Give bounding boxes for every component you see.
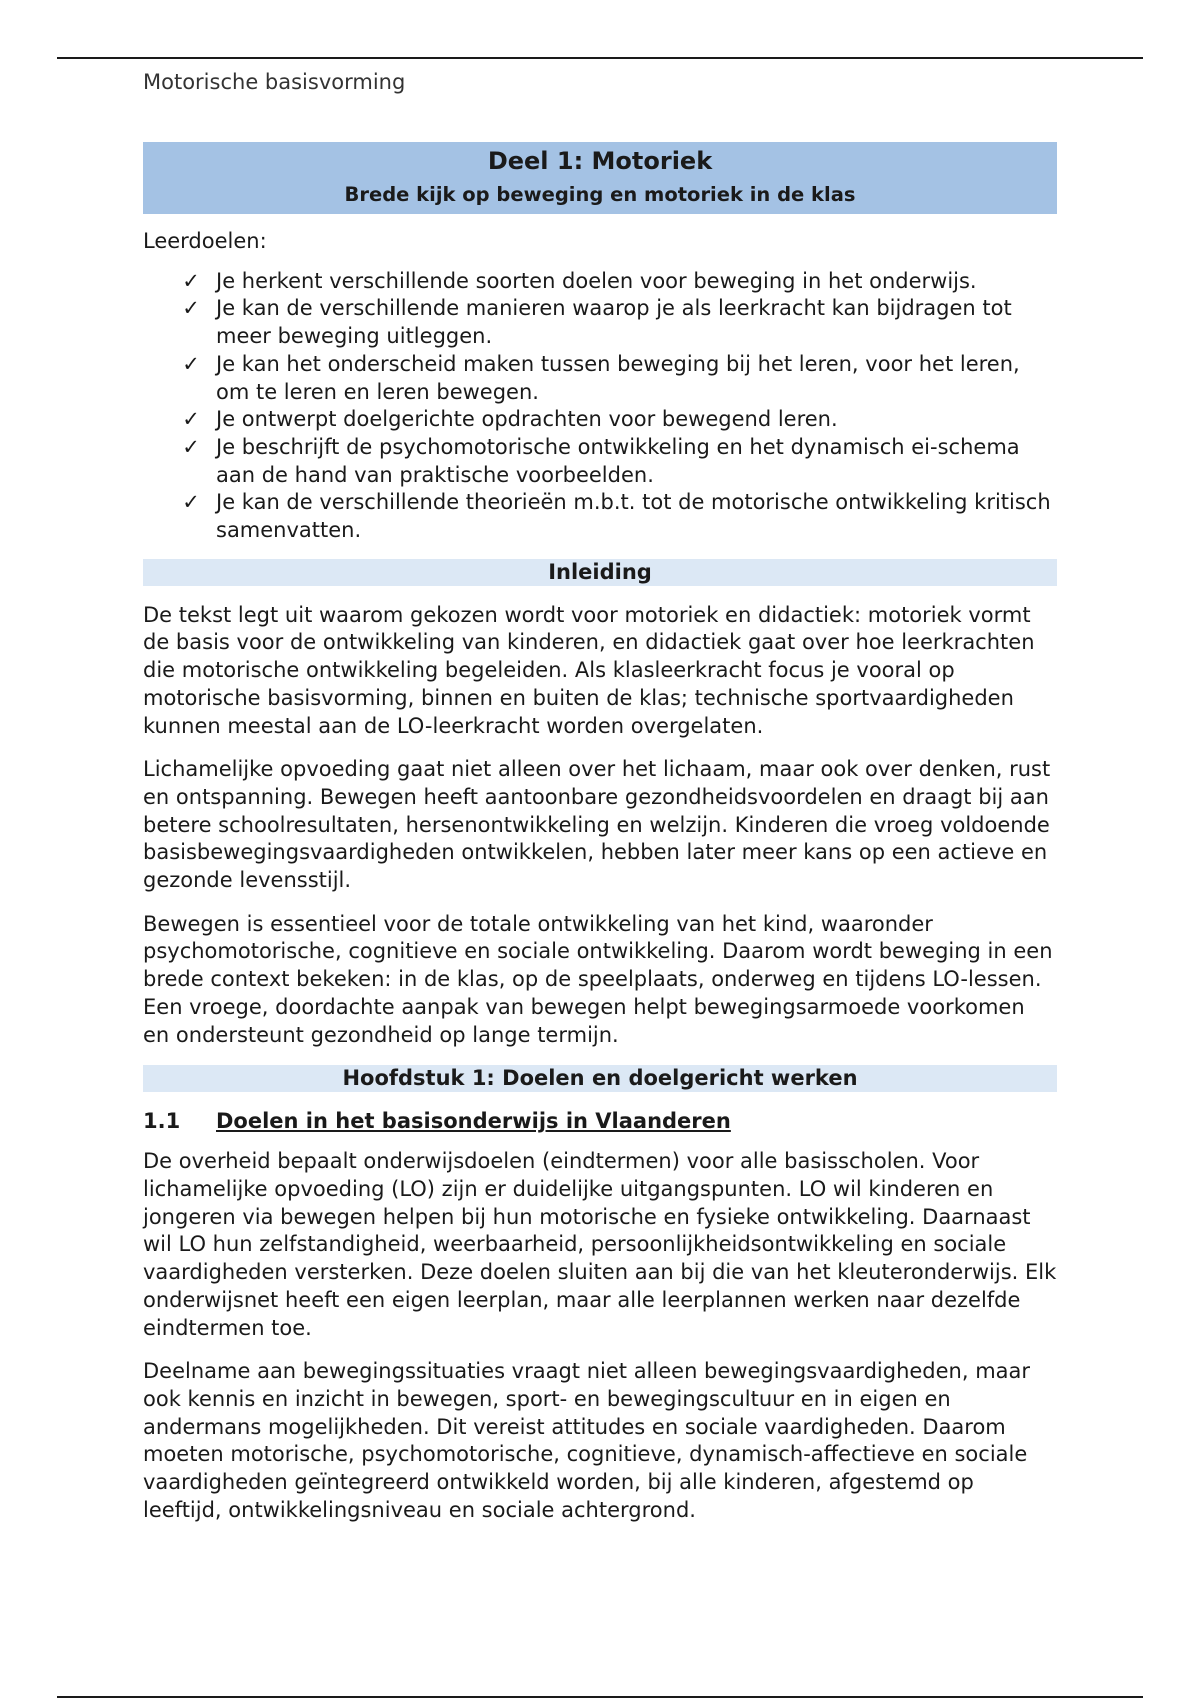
goal-text: Je herkent verschillende soorten doelen voor beweging in het onderwijs. xyxy=(216,268,977,293)
chapter-paragraph: Deelname aan bewegingssituaties vraagt niet alleen bewegingsvaardigheden, maar ook kennis en inzicht in bewegen, sport- en bewegingscultuur en in eigen en andermans mogelijkheden. Dit vereist attitudes en sociale vaardigheden. Daarom moeten motorische, psychomotorische, cognitieve, dynamisch-affectieve en sociale vaardigheden geïntegreerd ontwikkeld worden, bij alle kinderen, afgestemd op leeftijd, ontwikkelingsniveau en sociale achtergrond. xyxy=(143,1359,1031,1522)
running-header: Motorische basisvorming xyxy=(143,70,406,94)
top-rule xyxy=(57,57,1143,59)
goal-text: Je kan de verschillende theorieën m.b.t. tot de motorische ontwikkeling kritisch samenvatten. xyxy=(216,490,1051,543)
bottom-rule xyxy=(57,1696,1143,1698)
chapter-paragraph: De overheid bepaalt onderwijsdoelen (eindtermen) voor alle basisscholen. Voor lichamelijke opvoeding (LO) zijn er duidelijke uitgangspunten. LO wil kinderen en jongeren via bewegen helpen bij hun motorische en fysieke ontwikkeling. Daarnaast wil LO hun zelfstandigheid, weerbaarheid, persoonlijkheidsontwikkeling en sociale vaardigheden versterken. Deze doelen sluiten aan bij die van het kleuteronderwijs. Elk onderwijsnet heeft een eigen leerplan, maar alle leerplannen werken naar dezelfde eindtermen toe. xyxy=(143,1149,1057,1340)
learning-goals-label: Leerdoelen: xyxy=(143,229,267,253)
checkmark-icon: ✓ xyxy=(182,268,200,293)
section-heading xyxy=(143,1108,1057,1136)
list-item xyxy=(143,406,1057,434)
goal-text: Je kan de verschillende manieren waarop je als leerkracht kan bijdragen tot meer beweging uitleggen. xyxy=(216,296,1012,349)
learning-goals-list xyxy=(143,268,1057,545)
part-banner xyxy=(143,142,1057,214)
list-item xyxy=(143,434,1057,489)
part-subtitle: Brede kijk op beweging en motoriek in de klas xyxy=(344,183,856,206)
list-item xyxy=(143,489,1057,544)
section-title: Doelen in het basisonderwijs in Vlaanderen xyxy=(216,1109,731,1134)
checkmark-icon: ✓ xyxy=(182,490,200,515)
checkmark-icon: ✓ xyxy=(182,434,200,459)
goal-text: Je ontwerpt doelgerichte opdrachten voor bewegend leren. xyxy=(216,407,838,432)
list-item xyxy=(143,351,1057,406)
intro-paragraph: Lichamelijke opvoeding gaat niet alleen over het lichaam, maar ook over denken, rust en ontspanning. Bewegen heeft aantoonbare gezondheidsvoordelen en draagt bij aan betere schoolresultaten, hersenontwikkeling en welzijn. Kinderen die vroeg voldoende basisbewegingsvaardigheden ontwikkelen, hebben later meer kans op een actieve en gezonde levensstijl. xyxy=(143,757,1051,893)
page-content xyxy=(143,142,1057,1540)
introduction-heading: Inleiding xyxy=(143,559,1057,586)
part-title: Deel 1: Motoriek xyxy=(487,147,713,175)
goal-text: Je kan het onderscheid maken tussen beweging bij het leren, voor het leren, om te leren en leren bewegen. xyxy=(216,351,1020,404)
list-item xyxy=(143,268,1057,296)
checkmark-icon: ✓ xyxy=(182,296,200,321)
goal-text: Je beschrijft de psychomotorische ontwikkeling en het dynamisch ei-schema aan de hand van praktische voorbeelden. xyxy=(216,434,1020,487)
list-item xyxy=(143,295,1057,350)
checkmark-icon: ✓ xyxy=(182,407,200,432)
intro-paragraph: Bewegen is essentieel voor de totale ontwikkeling van het kind, waaronder psychomotorische, cognitieve en sociale ontwikkeling. Daarom wordt beweging in een brede context bekeken: in de klas, op de speelplaats, onderweg en tijdens LO-lessen. Een vroege, doordachte aanpak van bewegen helpt bewegingsarmoede voorkomen en ondersteunt gezondheid op lange termijn. xyxy=(143,911,1053,1047)
intro-paragraph: De tekst legt uit waarom gekozen wordt voor motoriek en didactiek: motoriek vormt de basis voor de ontwikkeling van kinderen, en didactiek gaat over hoe leerkrachten die motorische ontwikkeling begeleiden. Als klasleerkracht focus je vooral op motorische basisvorming, binnen en buiten de klas; technische sportvaardigheden kunnen meestal aan de LO-leerkracht worden overgelaten. xyxy=(143,602,1035,738)
chapter-heading: Hoofdstuk 1: Doelen en doelgericht werken xyxy=(143,1065,1057,1092)
section-number: 1.1 xyxy=(143,1109,181,1134)
checkmark-icon: ✓ xyxy=(182,351,200,376)
